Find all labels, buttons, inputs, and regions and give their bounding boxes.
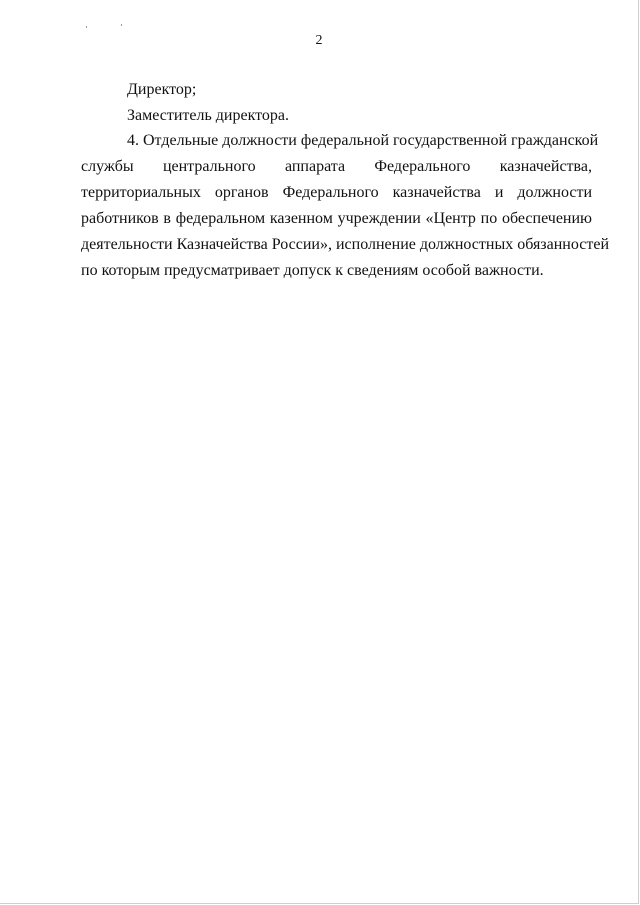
page-number: 2 (315, 33, 323, 48)
paragraph-4-line-5: деятельности Казначейства России», исполнение должностных обязанностей (81, 236, 610, 253)
scan-artifact-mark (121, 24, 122, 26)
list-item-director: Директор; (127, 81, 197, 98)
list-item-deputy-director: Заместитель директора. (127, 107, 290, 124)
paragraph-4-line-1: 4. Отдельные должности федеральной государственной гражданской (127, 132, 599, 149)
paragraph-4-line-2: службы центрального аппарата Федерального казначейства, (81, 158, 592, 175)
paragraph-4-line-6: по которым предусматривает допуск к сведениям особой важности. (81, 262, 544, 279)
paragraph-4-line-3: территориальных органов Федерального казначейства и должности (81, 184, 592, 201)
paragraph-4-line-4: работников в федеральном казенном учреждении «Центр по обеспечению (81, 210, 592, 227)
scan-artifact-mark (86, 26, 87, 28)
